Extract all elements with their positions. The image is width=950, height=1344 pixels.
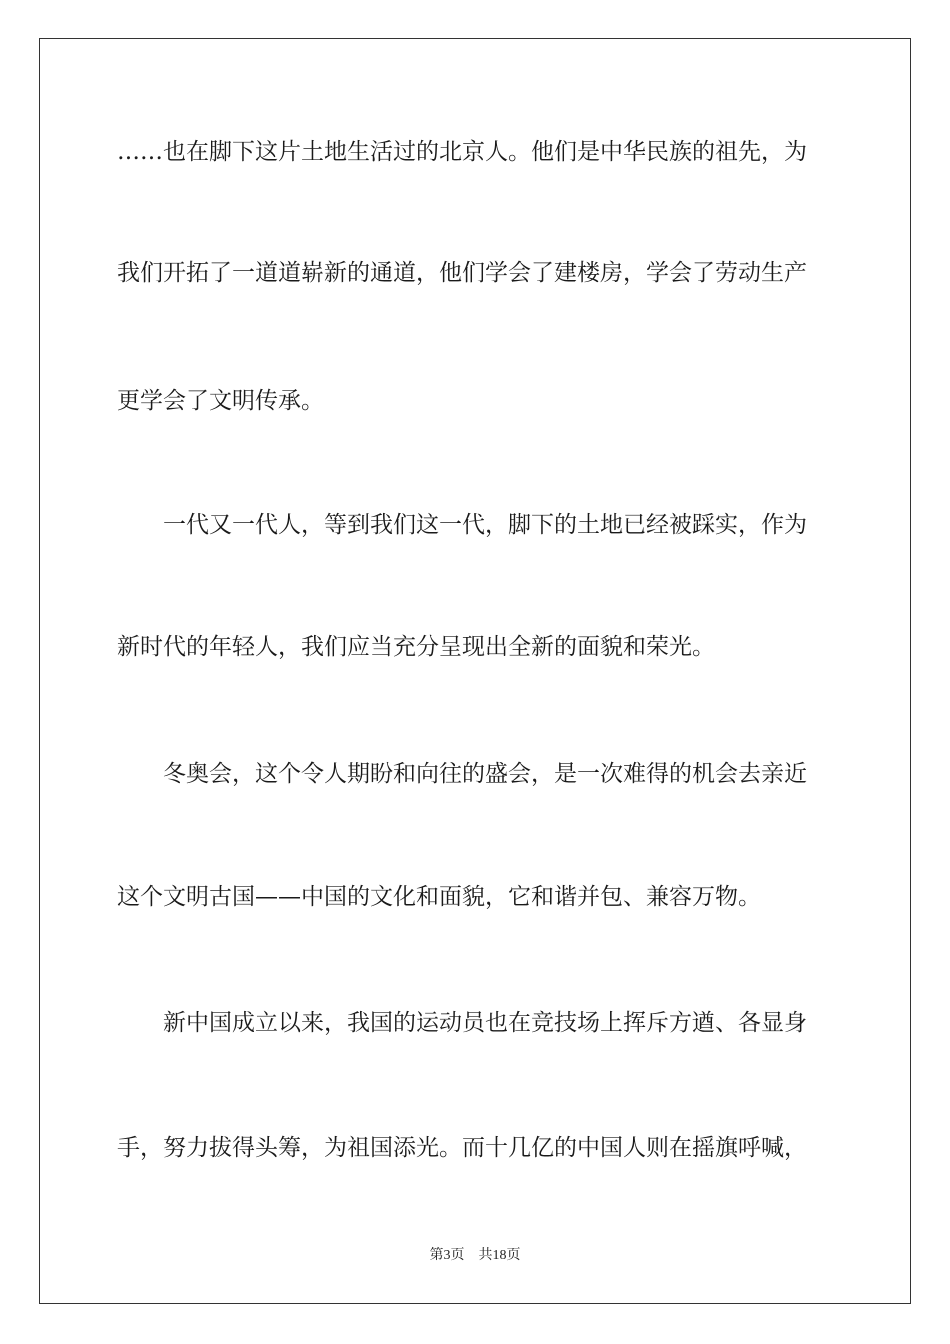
paragraph-first-line: 一代又一代人，等到我们这一代，脚下的土地已经被踩实，作为 bbox=[163, 512, 807, 538]
page-number: 第3页 bbox=[429, 1248, 465, 1263]
total-pages: 共18页 bbox=[478, 1248, 521, 1263]
text-line: 更学会了文明传承。 bbox=[117, 388, 324, 414]
text-line: 我们开拓了一道道崭新的通道，他们学会了建楼房，学会了劳动生产 bbox=[117, 260, 807, 286]
text-line: 这个文明古国——中国的文化和面貌，它和谐并包、兼容万物。 bbox=[117, 884, 761, 910]
text-line: 新时代的年轻人，我们应当充分呈现出全新的面貌和荣光。 bbox=[117, 634, 715, 660]
text-line: ……也在脚下这片土地生活过的北京人。他们是中华民族的祖先，为 bbox=[117, 139, 807, 165]
page-border bbox=[39, 38, 911, 1304]
paragraph-first-line: 新中国成立以来，我国的运动员也在竞技场上挥斥方遒、各显身 bbox=[163, 1010, 807, 1036]
paragraph-first-line: 冬奥会，这个令人期盼和向往的盛会，是一次难得的机会去亲近 bbox=[163, 761, 807, 787]
page-footer bbox=[0, 1246, 950, 1266]
text-line: 手，努力拔得头筹，为祖国添光。而十几亿的中国人则在摇旗呼喊， bbox=[117, 1135, 807, 1161]
